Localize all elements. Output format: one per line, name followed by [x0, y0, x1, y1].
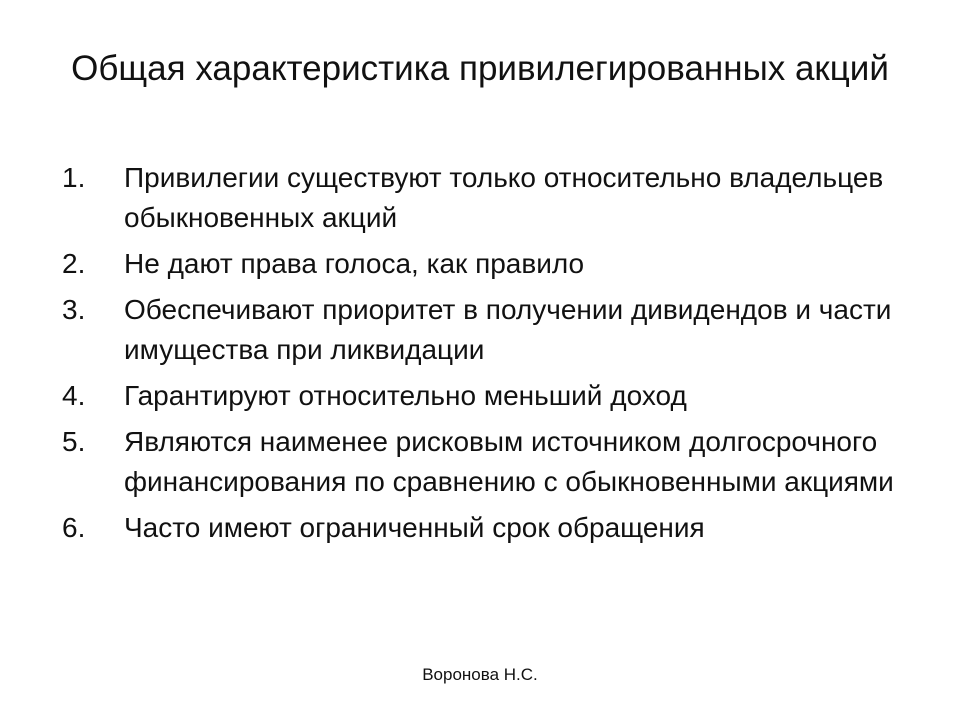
list-item-number: 3. — [62, 294, 86, 325]
list-item-number: 1. — [62, 162, 86, 193]
list-item — [62, 290, 922, 370]
list-item-number: 4. — [62, 380, 86, 411]
list-item — [62, 158, 922, 238]
list-item-number: 6. — [62, 512, 86, 543]
list-item — [62, 244, 922, 284]
list-item-text: Обеспечивают приоритет в получении дивидендов и части имущества при ликвидации — [124, 294, 892, 365]
list-item-text: Гарантируют относительно меньший доход — [124, 380, 687, 411]
list-item-text: Не дают права голоса, как правило — [124, 248, 585, 279]
list-item-text: Часто имеют ограниченный срок обращения — [124, 512, 705, 543]
list-item-number: 2. — [62, 248, 86, 279]
list-item — [62, 422, 922, 502]
slide-footer-author: Воронова Н.С. — [422, 665, 538, 684]
list-item-text: Являются наименее рисковым источником долгосрочного финансирования по сравнению с обыкновенными акциями — [124, 426, 894, 497]
list-item — [62, 508, 922, 548]
list-item-text: Привилегии существуют только относительно владельцев обыкновенных акций — [124, 162, 884, 233]
list-item — [62, 376, 922, 416]
characteristics-list — [62, 158, 922, 554]
list-item-number: 5. — [62, 426, 86, 457]
slide-title: Общая характеристика привилегированных акций — [71, 49, 889, 88]
